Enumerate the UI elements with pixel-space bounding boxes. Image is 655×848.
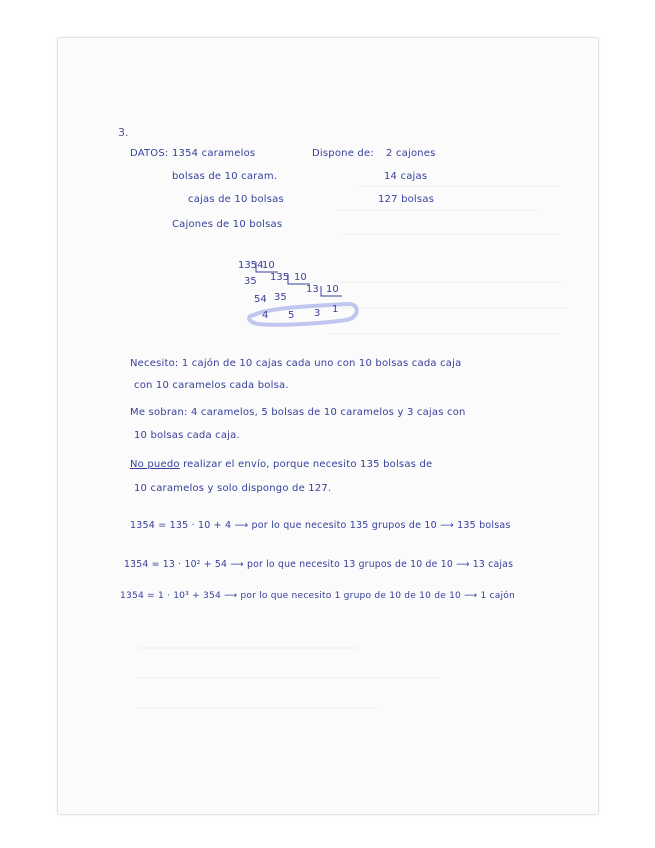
datos-label: DATOS: — [130, 148, 169, 159]
division-remainder: 4 — [262, 310, 269, 321]
division-quotient: 13 — [306, 284, 319, 295]
division-partial: 35 — [274, 292, 287, 303]
underlined-phrase: No puedo — [130, 459, 180, 470]
paragraph-line: Necesito: 1 cajón de 10 cajas cada uno con 10 bolsas cada caja — [130, 358, 462, 369]
division-divisor: 10 — [326, 284, 339, 295]
paragraph-line: con 10 caramelos cada bolsa. — [134, 380, 289, 391]
paragraph-line: Me sobran: 4 caramelos, 5 bolsas de 10 caramelos y 3 cajas con — [130, 407, 466, 418]
division-dividend: 1354 — [238, 260, 264, 271]
division-remainder: 3 — [314, 308, 321, 319]
datos-item: Cajones de 10 bolsas — [172, 219, 283, 230]
equation-line: 1354 = 1 · 10³ + 354 ⟶ por lo que necesito 1 grupo de 10 de 10 de 10 ⟶ 1 cajón — [120, 591, 515, 601]
long-division — [228, 260, 368, 330]
question-number: 3. — [118, 126, 129, 139]
dispone-item: 2 cajones — [386, 148, 436, 159]
division-divisor: 10 — [294, 272, 307, 283]
division-quotient: 1 — [332, 304, 339, 315]
division-partial: 54 — [254, 294, 267, 305]
paragraph-line: 10 caramelos y solo dispongo de 127. — [134, 483, 332, 494]
paragraph-text: realizar el envío, porque necesito 135 bolsas de — [183, 459, 433, 470]
datos-item: bolsas de 10 caram. — [172, 171, 278, 182]
dispone-item: 14 cajas — [384, 171, 428, 182]
dispone-label: Dispone de: — [312, 148, 374, 159]
equation-line: 1354 = 13 · 10² + 54 ⟶ por lo que necesito 13 grupos de 10 de 10 ⟶ 13 cajas — [124, 559, 514, 570]
equation-line: 1354 = 135 · 10 + 4 ⟶ por lo que necesito 135 grupos de 10 ⟶ 135 bolsas — [130, 520, 511, 531]
dispone-item: 127 bolsas — [378, 194, 435, 205]
division-remainder: 5 — [288, 310, 295, 321]
division-quotient: 135 — [270, 272, 290, 283]
paragraph-line — [130, 459, 432, 470]
division-partial: 35 — [244, 276, 257, 287]
division-divisor: 10 — [262, 260, 275, 271]
paragraph-line: 10 bolsas cada caja. — [134, 430, 240, 441]
paper-page — [58, 38, 598, 814]
datos-item: 1354 caramelos — [172, 148, 256, 159]
datos-item: cajas de 10 bolsas — [188, 194, 284, 205]
